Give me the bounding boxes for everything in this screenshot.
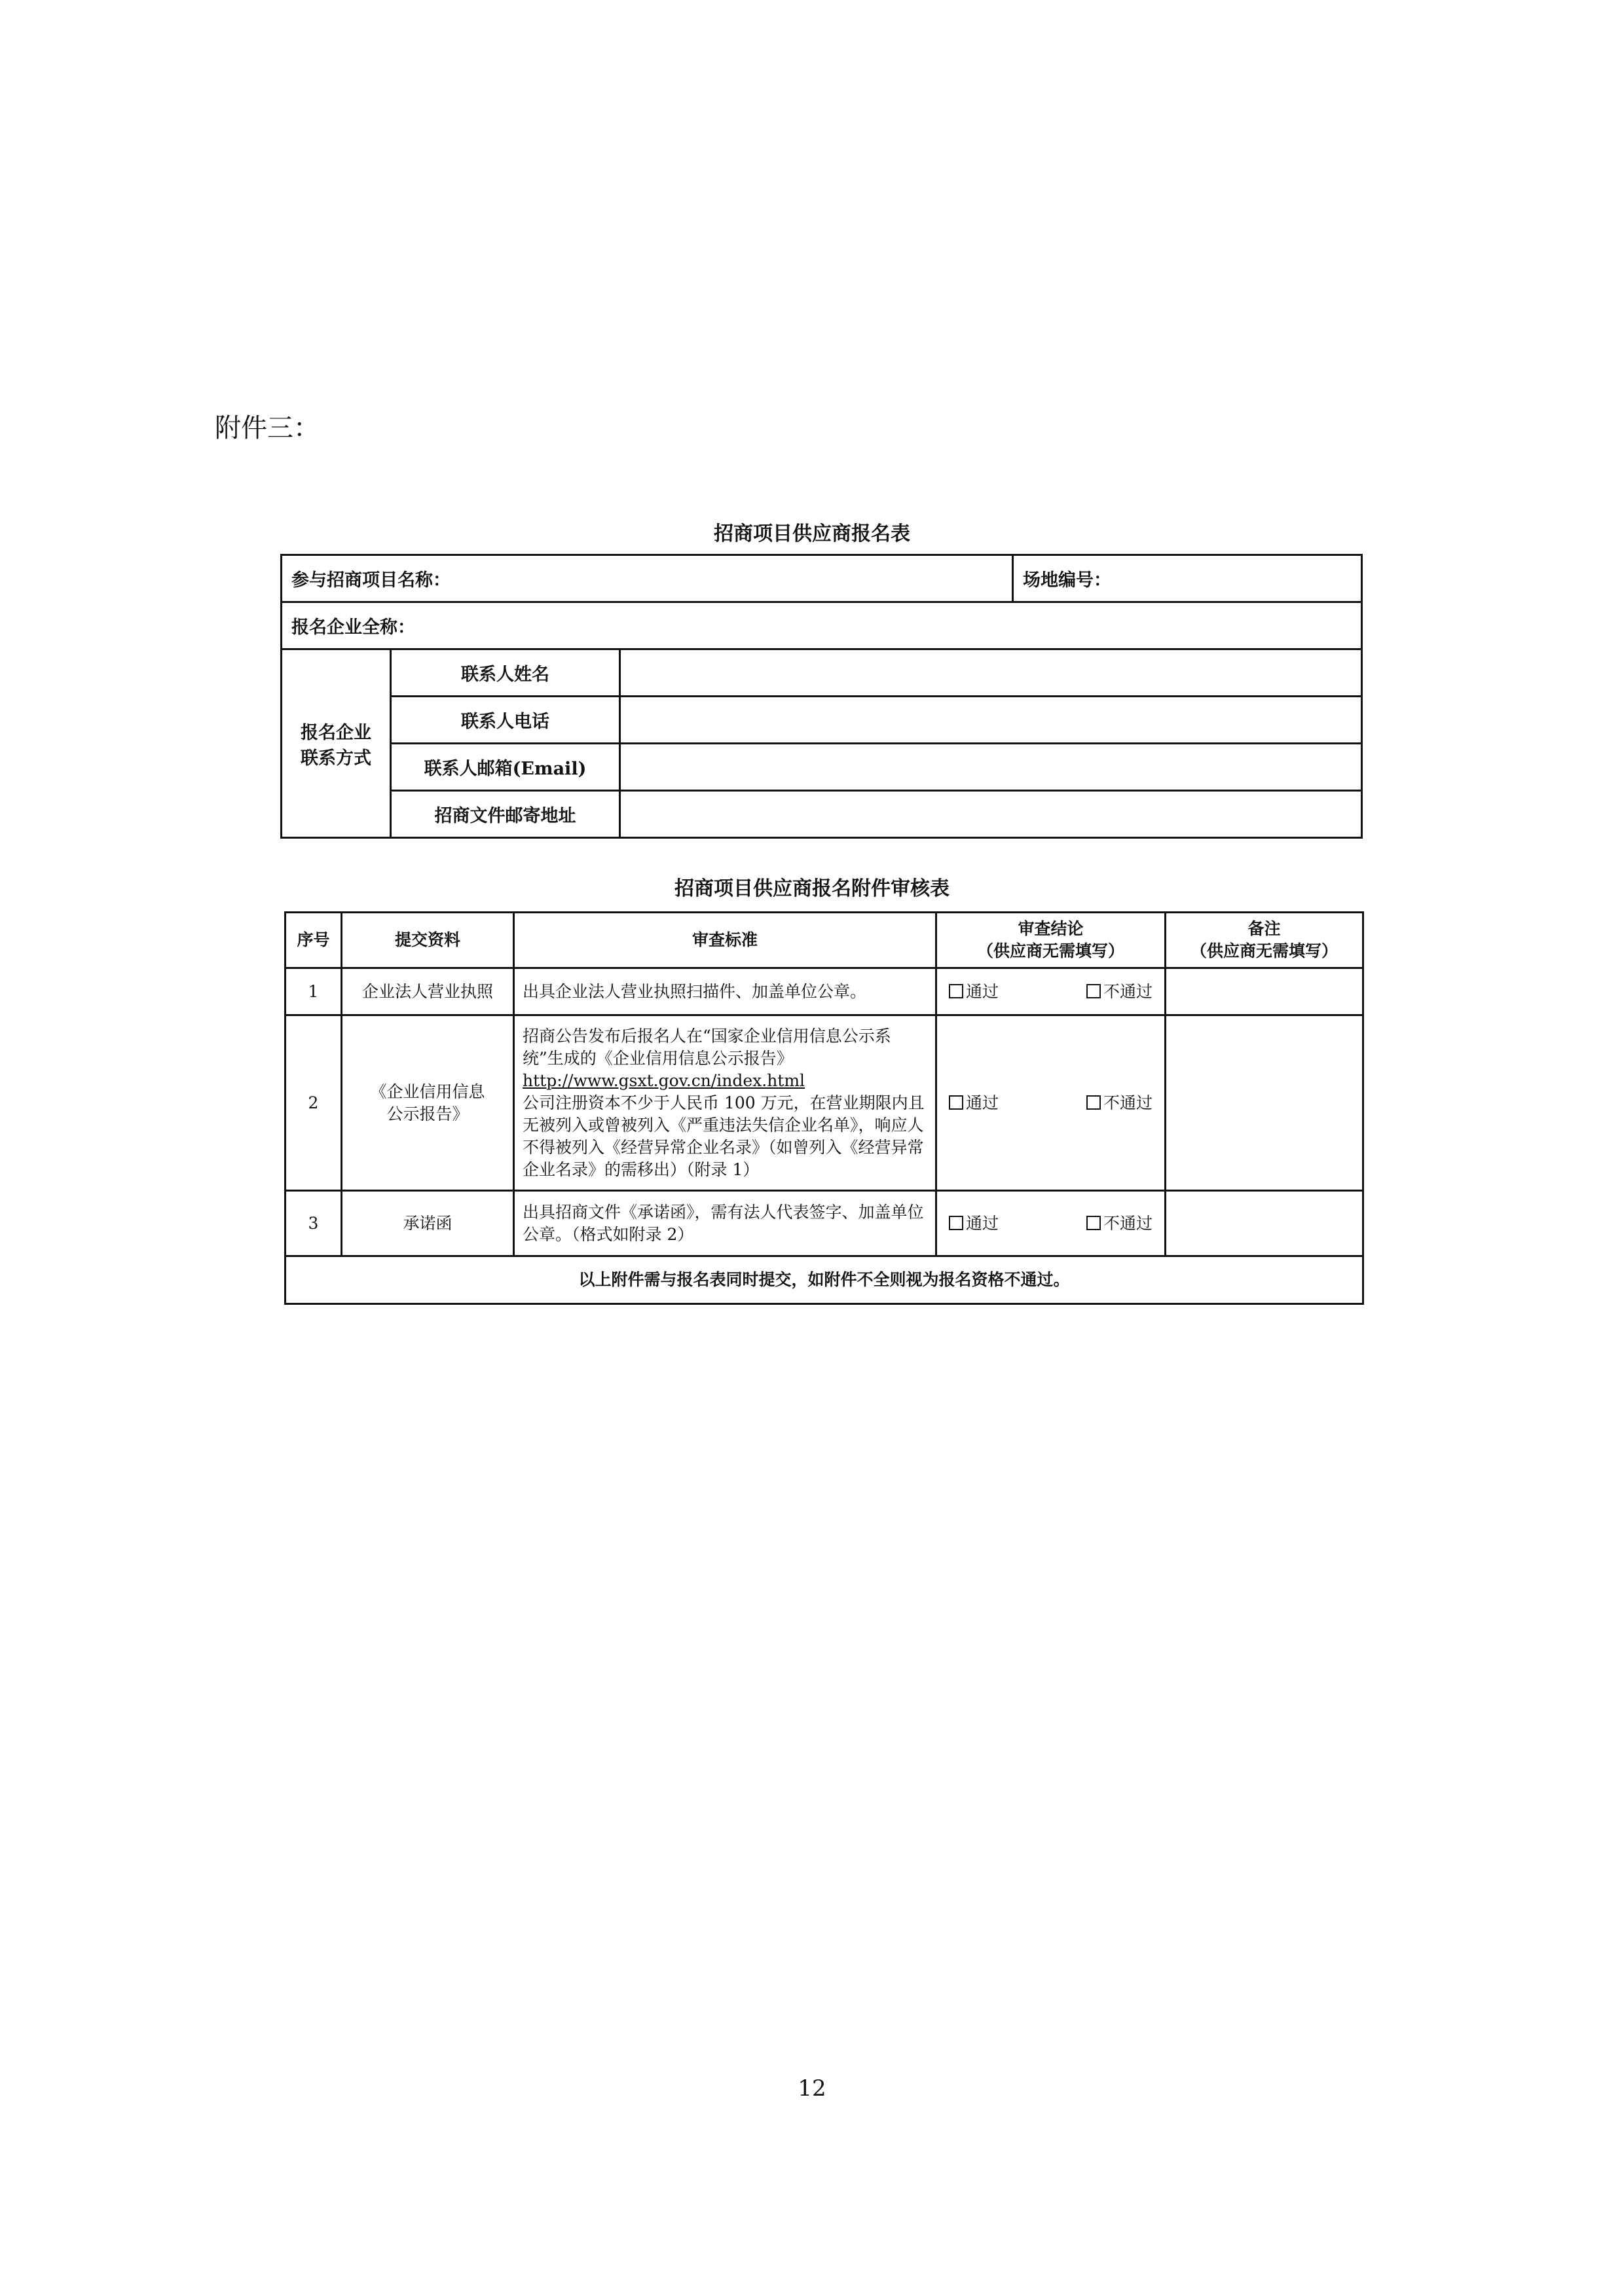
table-row (286, 1015, 1363, 1191)
row-conclusion (936, 968, 1166, 1015)
site-code-field[interactable]: 场地编号： (1013, 555, 1362, 602)
fail-label: 不通过 (1103, 981, 1153, 1001)
header-no: 序号 (286, 913, 342, 968)
fail-checkbox[interactable] (1086, 1092, 1153, 1114)
audit-form-title: 招商项目供应商报名附件审核表 (674, 877, 950, 900)
criteria-line: 公司注册资本不少于人民币 100 万元，在营业期限内且无被列入或曾被列入《严重违法失信企业名单》，响应人不得被列入《经营异常企业名录》（如曾列入《经营异常企业名录》的需移出）（附录 1） (523, 1093, 925, 1179)
contact-phone-label: 联系人电话 (391, 697, 620, 744)
checkbox-icon (949, 984, 963, 998)
checkbox-icon (1086, 1095, 1101, 1110)
checkbox-icon (1086, 1216, 1101, 1230)
contact-section-label: 报名企业联系方式 (282, 649, 391, 838)
audit-form-table (284, 911, 1364, 1305)
table-row (286, 1191, 1363, 1256)
checkbox-icon (1086, 984, 1101, 998)
checkbox-icon (949, 1216, 963, 1230)
fail-checkbox[interactable] (1086, 981, 1153, 1003)
pass-label: 通过 (966, 1093, 999, 1112)
pass-label: 通过 (966, 1213, 999, 1233)
company-row (282, 602, 1362, 649)
row-no: 2 (286, 1015, 342, 1191)
contact-name-input[interactable] (620, 649, 1362, 697)
row-no: 3 (286, 1191, 342, 1256)
row-remarks[interactable] (1166, 968, 1363, 1015)
footer-note: 以上附件需与报名表同时提交，如附件不全则视为报名资格不通过。 (286, 1256, 1363, 1304)
fail-label: 不通过 (1103, 1093, 1153, 1112)
header-material: 提交资料 (342, 913, 514, 968)
pass-checkbox[interactable] (949, 1212, 999, 1235)
registration-form-title: 招商项目供应商报名表 (714, 522, 910, 545)
pass-checkbox[interactable] (949, 1092, 999, 1114)
fail-label: 不通过 (1103, 1213, 1153, 1233)
row-conclusion (936, 1191, 1166, 1256)
row-no: 1 (286, 968, 342, 1015)
row-material: 《企业信用信息公示报告》 (342, 1015, 514, 1191)
row-criteria: 出具企业法人营业执照扫描件、加盖单位公章。 (514, 968, 936, 1015)
table-row (286, 968, 1363, 1015)
header-criteria: 审查标准 (514, 913, 936, 968)
pass-checkbox[interactable] (949, 981, 999, 1003)
company-name-field[interactable]: 报名企业全称： (282, 602, 1362, 649)
header-conclusion-title: 审查结论 (1018, 919, 1084, 938)
pass-label: 通过 (966, 981, 999, 1001)
checkbox-icon (949, 1095, 963, 1110)
contact-row (282, 649, 1362, 697)
footer-note-row (286, 1256, 1363, 1304)
row-material: 承诺函 (342, 1191, 514, 1256)
mailing-address-input[interactable] (620, 791, 1362, 838)
project-row (282, 555, 1362, 602)
header-conclusion-note: （供应商无需填写） (976, 941, 1124, 960)
header-remarks-title: 备注 (1247, 919, 1281, 938)
contact-name-label: 联系人姓名 (391, 649, 620, 697)
row-criteria (514, 1015, 936, 1191)
header-remarks (1166, 913, 1363, 968)
contact-row (282, 744, 1362, 791)
header-remarks-note: （供应商无需填写） (1190, 941, 1338, 960)
mailing-address-label: 招商文件邮寄地址 (391, 791, 620, 838)
registration-form-table (280, 554, 1363, 839)
row-criteria: 出具招商文件《承诺函》，需有法人代表签字、加盖单位公章。（格式如附录 2） (514, 1191, 936, 1256)
contact-email-input[interactable] (620, 744, 1362, 791)
criteria-line: 招商公告发布后报名人在“国家企业信用信息公示系统”生成的《企业信用信息公示报告》 (523, 1026, 891, 1068)
page-number: 12 (798, 2075, 826, 2102)
contact-email-label: 联系人邮箱(Email) (391, 744, 620, 791)
audit-header-row (286, 913, 1363, 968)
criteria-url: http://www.gsxt.gov.cn/index.html (523, 1070, 805, 1090)
contact-row (282, 791, 1362, 838)
row-conclusion (936, 1015, 1166, 1191)
header-conclusion (936, 913, 1166, 968)
attachment-label: 附件三： (215, 413, 320, 443)
contact-phone-input[interactable] (620, 697, 1362, 744)
contact-row (282, 697, 1362, 744)
row-remarks[interactable] (1166, 1191, 1363, 1256)
row-remarks[interactable] (1166, 1015, 1363, 1191)
project-name-field[interactable]: 参与招商项目名称： (282, 555, 1013, 602)
fail-checkbox[interactable] (1086, 1212, 1153, 1235)
row-material: 企业法人营业执照 (342, 968, 514, 1015)
